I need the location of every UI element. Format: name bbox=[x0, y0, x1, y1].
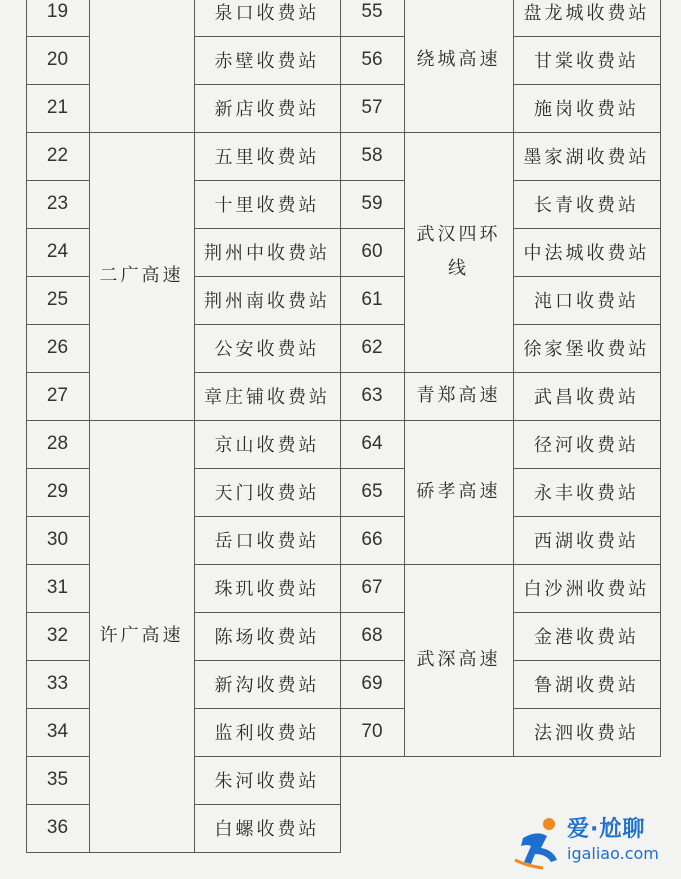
row-border bbox=[513, 756, 661, 757]
station-name: 珠玑收费站 bbox=[214, 579, 320, 600]
row-number: 22 bbox=[46, 145, 69, 166]
row-number: 58 bbox=[361, 145, 383, 166]
road-name-cell bbox=[89, 0, 194, 132]
column-border bbox=[26, 0, 27, 853]
station-name: 泉口收费站 bbox=[214, 3, 320, 24]
group-border bbox=[89, 132, 195, 133]
road-name: 线 bbox=[448, 258, 469, 279]
road-name-cell bbox=[404, 564, 513, 756]
watermark bbox=[513, 808, 673, 874]
station-name: 陈场收费站 bbox=[214, 627, 320, 648]
station-name: 朱河收费站 bbox=[214, 771, 320, 792]
row-number: 62 bbox=[361, 337, 383, 358]
column-border bbox=[194, 0, 195, 853]
road-name: 武汉四环 bbox=[416, 223, 501, 245]
station-name: 新沟收费站 bbox=[214, 675, 320, 696]
station-name: 五里收费站 bbox=[214, 147, 320, 168]
station-name: 施岗收费站 bbox=[534, 99, 639, 120]
row-number: 56 bbox=[361, 49, 383, 70]
column-border bbox=[660, 0, 661, 757]
road-name: 青郑高速 bbox=[416, 384, 501, 406]
row-border bbox=[26, 852, 90, 853]
road-name: 许广高速 bbox=[99, 624, 184, 646]
column-border bbox=[513, 0, 514, 757]
station-name: 沌口收费站 bbox=[534, 291, 639, 312]
running-figure-icon bbox=[513, 816, 565, 870]
watermark-title: 爱·尬聊 bbox=[567, 817, 646, 842]
row-number: 63 bbox=[361, 385, 383, 406]
row-number: 27 bbox=[46, 385, 69, 406]
station-name: 荆州南收费站 bbox=[204, 291, 330, 312]
row-number: 68 bbox=[361, 625, 383, 646]
road-name-cell bbox=[404, 0, 513, 132]
road-name-cell bbox=[404, 372, 513, 420]
station-name: 白螺收费站 bbox=[214, 819, 320, 840]
row-number: 30 bbox=[46, 529, 69, 550]
station-name: 荆州中收费站 bbox=[204, 243, 330, 264]
row-number: 19 bbox=[46, 1, 69, 22]
station-name: 甘棠收费站 bbox=[534, 51, 639, 72]
station-name: 监利收费站 bbox=[214, 723, 320, 744]
station-name: 武昌收费站 bbox=[534, 387, 639, 408]
group-border bbox=[404, 756, 514, 757]
road-name-cell bbox=[89, 132, 194, 420]
row-number: 25 bbox=[46, 289, 69, 310]
station-name: 赤壁收费站 bbox=[214, 51, 320, 72]
station-name: 墨家湖收费站 bbox=[523, 147, 650, 168]
station-name: 长青收费站 bbox=[534, 195, 639, 216]
road-name-cell bbox=[404, 420, 513, 564]
column-border bbox=[404, 0, 405, 757]
row-number: 29 bbox=[46, 481, 69, 502]
row-number: 20 bbox=[46, 49, 69, 70]
row-number: 60 bbox=[361, 241, 383, 262]
row-number: 65 bbox=[361, 481, 383, 502]
station-name: 法泗收费站 bbox=[534, 723, 639, 744]
station-name: 金港收费站 bbox=[534, 627, 639, 648]
station-name: 径河收费站 bbox=[534, 435, 639, 456]
row-border bbox=[340, 756, 405, 757]
station-name: 中法城收费站 bbox=[523, 243, 650, 264]
station-name: 天门收费站 bbox=[214, 483, 320, 504]
road-name-cell bbox=[404, 132, 513, 372]
station-name: 盘龙城收费站 bbox=[523, 3, 650, 24]
group-border bbox=[404, 372, 514, 373]
row-number: 57 bbox=[361, 97, 383, 118]
row-number: 31 bbox=[46, 577, 69, 598]
row-number: 55 bbox=[361, 1, 383, 22]
station-name: 白沙洲收费站 bbox=[523, 579, 650, 600]
row-number: 32 bbox=[46, 625, 69, 646]
row-number: 33 bbox=[46, 673, 69, 694]
road-name: 绕城高速 bbox=[416, 48, 501, 70]
row-number: 28 bbox=[46, 433, 69, 454]
station-name: 鲁湖收费站 bbox=[534, 675, 639, 696]
row-number: 36 bbox=[46, 817, 69, 838]
station-name: 岳口收费站 bbox=[214, 531, 320, 552]
column-border bbox=[89, 0, 90, 853]
road-name: 武深高速 bbox=[416, 648, 501, 670]
station-name: 徐家堡收费站 bbox=[523, 339, 650, 360]
group-border bbox=[89, 852, 195, 853]
watermark-url: igaliao.com bbox=[567, 844, 659, 863]
row-number: 23 bbox=[46, 193, 69, 214]
row-number: 64 bbox=[361, 433, 383, 454]
row-border bbox=[194, 852, 341, 853]
row-number: 67 bbox=[361, 577, 383, 598]
road-name: 二广高速 bbox=[99, 264, 184, 286]
road-name-cell bbox=[89, 420, 194, 852]
row-number: 70 bbox=[361, 721, 383, 742]
station-name: 新店收费站 bbox=[214, 99, 320, 120]
station-name: 京山收费站 bbox=[214, 435, 320, 456]
row-number: 69 bbox=[361, 673, 383, 694]
group-border bbox=[89, 420, 195, 421]
station-name: 十里收费站 bbox=[214, 195, 320, 216]
road-name: 硚孝高速 bbox=[416, 480, 501, 502]
station-name: 章庄铺收费站 bbox=[204, 387, 330, 408]
row-number: 34 bbox=[46, 721, 69, 742]
row-number: 24 bbox=[46, 241, 69, 262]
station-name: 西湖收费站 bbox=[534, 531, 639, 552]
row-number: 66 bbox=[361, 529, 383, 550]
group-border bbox=[404, 132, 514, 133]
row-number: 59 bbox=[361, 193, 383, 214]
row-number: 26 bbox=[46, 337, 69, 358]
station-name: 公安收费站 bbox=[214, 339, 320, 360]
group-border bbox=[404, 564, 514, 565]
station-name: 永丰收费站 bbox=[534, 483, 639, 504]
row-number: 35 bbox=[46, 769, 69, 790]
row-number: 61 bbox=[361, 289, 383, 310]
row-number: 21 bbox=[46, 97, 69, 118]
group-border bbox=[404, 420, 514, 421]
